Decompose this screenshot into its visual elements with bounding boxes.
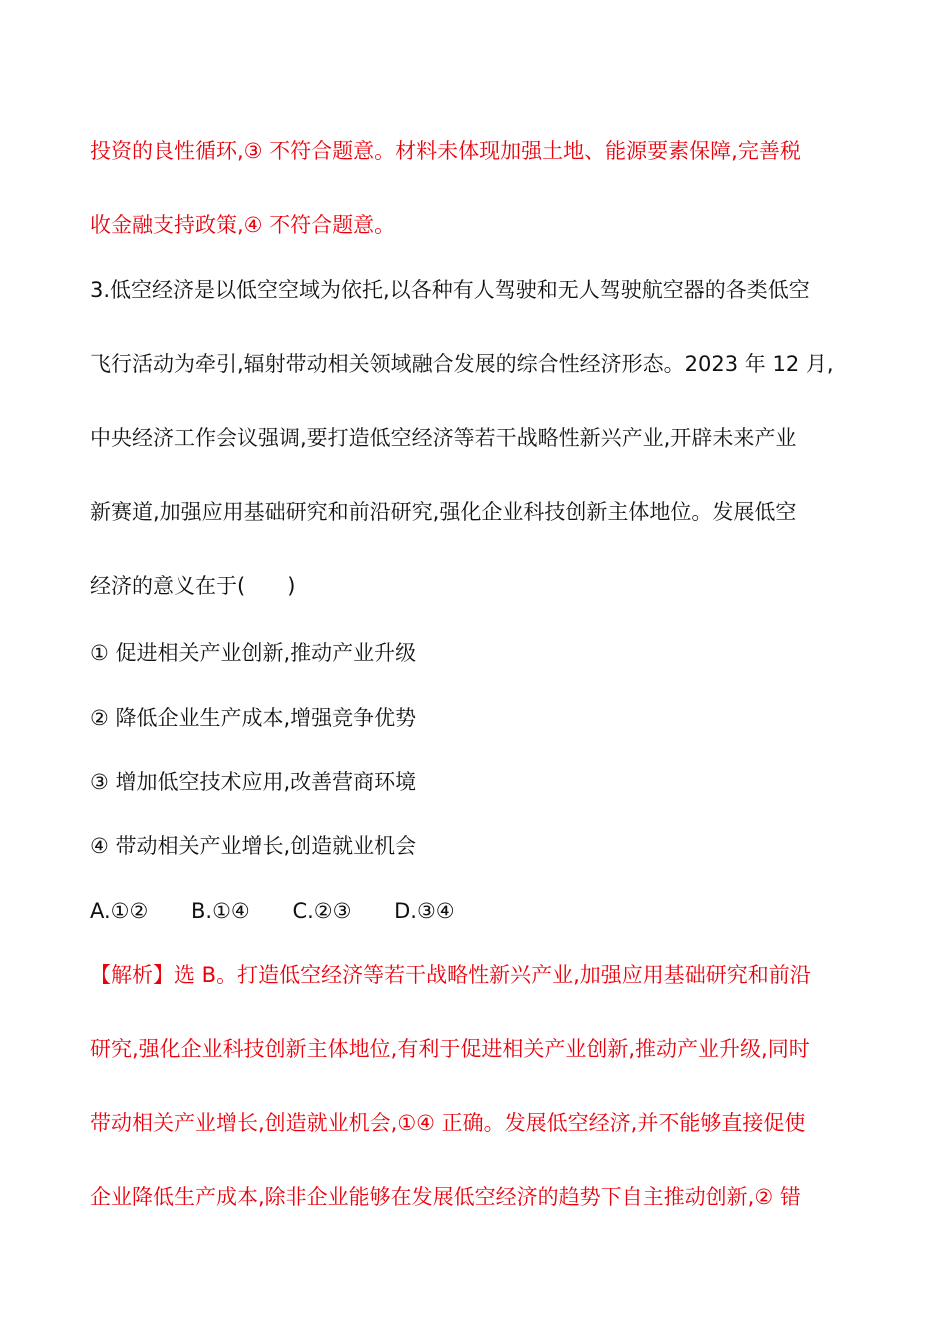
choice-c: C.②③ — [292, 899, 352, 923]
question-item-3: ③ 增加低空技术应用,改善营商环境 — [90, 770, 417, 794]
analysis-line-1: 【解析】选 B。打造低空经济等若干战略性新兴产业,加强应用基础研究和前沿 — [90, 963, 811, 987]
choice-d: D.③④ — [394, 899, 455, 923]
question-item-1: ① 促进相关产业创新,推动产业升级 — [90, 641, 417, 665]
choice-b: B.①④ — [191, 899, 250, 923]
question-line-2: 飞行活动为牵引,辐射带动相关领域融合发展的综合性经济形态。2023 年 12 月, — [90, 352, 834, 376]
analysis-line-4: 企业降低生产成本,除非企业能够在发展低空经济的趋势下自主推动创新,② 错 — [90, 1185, 801, 1209]
question-line-5: 经济的意义在于( ) — [90, 574, 296, 598]
question-item-4: ④ 带动相关产业增长,创造就业机会 — [90, 834, 417, 858]
choice-a: A.①② — [90, 899, 149, 923]
question-line-3: 中央经济工作会议强调,要打造低空经济等若干战略性新兴产业,开辟未来产业 — [90, 426, 797, 450]
question-line-1: 3.低空经济是以低空空域为依托,以各种有人驾驶和无人驾驶航空器的各类低空 — [90, 278, 810, 302]
prev-analysis-line-2: 收金融支持政策,④ 不符合题意。 — [90, 213, 396, 237]
answer-choices — [90, 896, 455, 926]
analysis-line-2: 研究,强化企业科技创新主体地位,有利于促进相关产业创新,推动产业升级,同时 — [90, 1037, 810, 1061]
question-line-4: 新赛道,加强应用基础研究和前沿研究,强化企业科技创新主体地位。发展低空 — [90, 500, 797, 524]
analysis-line-3: 带动相关产业增长,创造就业机会,①④ 正确。发展低空经济,并不能够直接促使 — [90, 1111, 806, 1135]
question-item-2: ② 降低企业生产成本,增强竞争优势 — [90, 706, 417, 730]
prev-analysis-line-1: 投资的良性循环,③ 不符合题意。材料未体现加强土地、能源要素保障,完善税 — [90, 139, 801, 163]
